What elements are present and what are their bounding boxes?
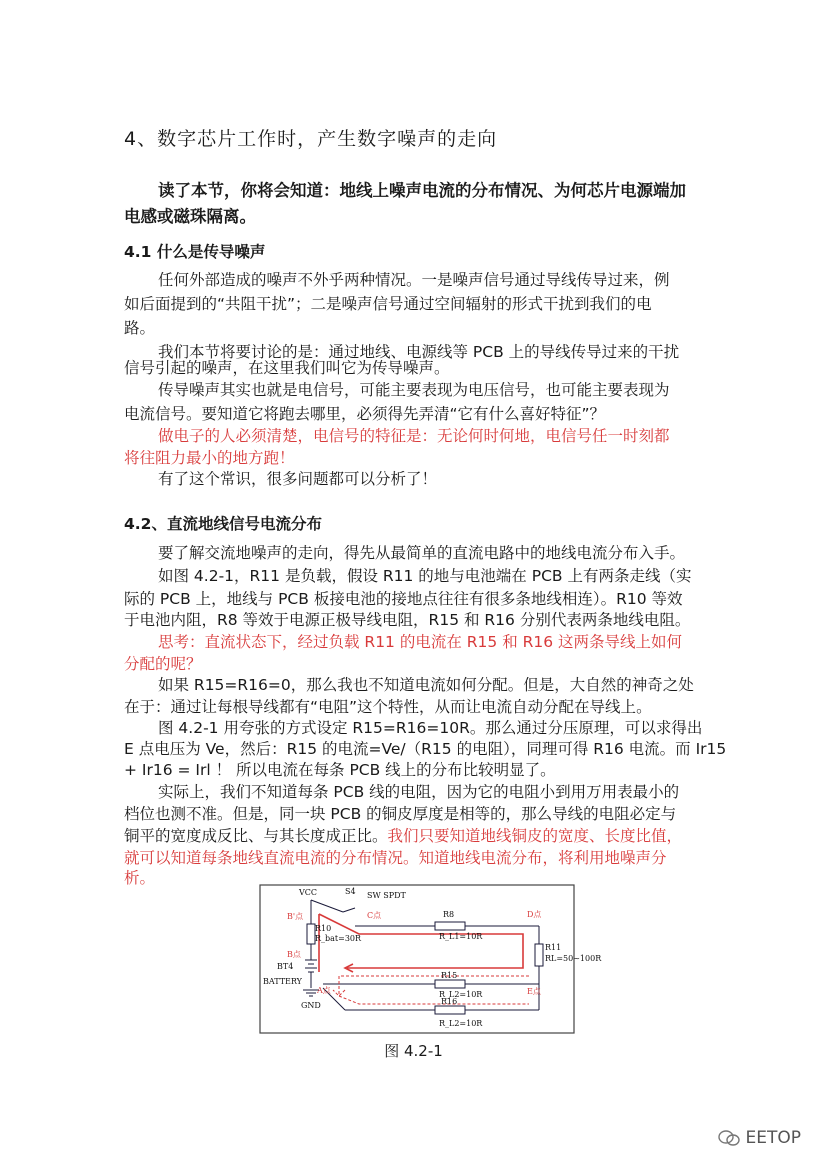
paragraph-line: E 点电压为 Ve，然后：R15 的电流=Ve/（R15 的电阻），同理可得 R16 电流。而 Ir15 [124,740,727,758]
d-point-label: D点 [527,910,542,919]
paragraph-line: 于电池内阻，R8 等效于电源正极导线电阻，R15 和 R16 分别代表两条地线电阻。 [124,611,691,629]
paragraph-line: 在于：通过让每根导线都有“电阻”这个特性，从而让电流自动分配在导线上。 [124,698,652,716]
battery-label: BATTERY [263,977,302,986]
wechat-icon [718,1129,740,1147]
paragraph-line: 如果 R15=R16=0，那么我也不知道电流如何分配。但是，大自然的神奇之处 [158,676,694,694]
r8-label: R8 [443,910,455,919]
paragraph-line: 实际上，我们不知道每条 PCB 线的电阻，因为它的电阻小到用万用表最小的 [158,783,680,801]
c-point-label: C点 [367,911,382,920]
figure-frame [260,885,574,1033]
section-heading: 4、数字芯片工作时，产生数字噪声的走向 [124,128,498,150]
r11-value: RL=50~100R [545,954,602,963]
b-point-label: B点 [287,950,301,959]
highlight-line: 做电子的人必须清楚，电信号的特征是：无论何时何地，电信号任一时刻都 [158,427,670,445]
r16-label: R16 [441,997,458,1006]
r11-label: R11 [545,943,562,952]
brand-watermark [718,1128,802,1148]
paragraph-line: 路。 [124,319,156,337]
b-prime-label: B'点 [287,912,304,921]
paragraph-line: 图 4.2-1 用夸张的方式设定 R15=R16=10R。那么通过分压原理，可以求得出 [158,719,703,737]
paragraph-line: 我们本节将要讨论的是：通过地线、电源线等 PCB 上的导线传导过来的干扰 [158,343,680,361]
paragraph-line: 传导噪声其实也就是电信号，可能主要表现为电压信号，也可能主要表现为 [158,381,670,399]
highlight-line: 将往阻力最小的地方跑！ [124,449,295,467]
paragraph-line: 如后面提到的“共阻干扰”；二是噪声信号通过空间辐射的形式干扰到我们的电 [124,295,652,313]
paragraph-line: 际的 PCB 上，地线与 PCB 板接电池的接地点往往有很多条地线相连）。R10 等效 [124,590,683,608]
highlight-line: 思考：直流状态下，经过负载 R11 的电流在 R15 和 R16 这两条导线上如何 [158,633,683,651]
e-point-label: E点 [527,987,541,996]
s4-label: S4 [345,887,356,896]
paragraph-line: 信号引起的噪声，在这里我们叫它为传导噪声。 [124,359,450,377]
paragraph-line: 要了解交流地噪声的走向，得先从最简单的直流电路中的地线电流分布入手。 [158,544,686,562]
lead-paragraph: 读了本节，你将会知道：地线上噪声电流的分布情况、为何芯片电源端加 [158,181,686,200]
highlight-line: 分配的呢？ [124,655,202,673]
paragraph-line: 如图 4.2-1，R11 是负载，假设 R11 的地与电池端在 PCB 上有两条走线（实 [158,567,692,585]
brand-name: EETOP [745,1128,801,1148]
highlight-text: 我们只要知道地线铜皮的宽度、长度比值， [387,827,683,845]
figure-caption: 图 4.2-1 [384,1042,443,1060]
paragraph-line: 任何外部造成的噪声不外乎两种情况。一是噪声信号通过导线传导过来，例 [158,271,670,289]
r10-label: R10 [315,924,332,933]
paragraph-line: 有了这个常识，很多问题都可以分析了！ [158,470,438,488]
highlight-line: 就可以知道每条地线直流电流的分布情况。知道地线电流分布，将利用地噪声分 [124,849,667,867]
gnd-label: GND [301,1001,321,1010]
highlight-line: 析。 [124,869,156,887]
r15-value: R_L2=10R [439,990,483,999]
paragraph-line: 档位也测不准。但是，同一块 PCB 的铜皮厚度是相等的，那么导线的电阻必定与 [124,805,677,823]
bt4-label: BT4 [277,962,294,971]
paragraph-line: 电流信号。要知道它将跑去哪里，必须得先弄清“它有什么喜好特征”？ [124,405,606,423]
lead-paragraph-cont: 电感或磁珠隔离。 [124,207,256,226]
circuit-diagram [259,884,602,1034]
paragraph-line: + Ir16 = Irl ！ 所以电流在每条 PCB 线上的分布比较明显了。 [124,761,556,779]
subsection-title-4-1: 4.1 什么是传导噪声 [124,243,266,261]
subsection-title-4-2: 4.2、直流地线信号电流分布 [124,515,322,533]
paragraph-line [124,824,682,849]
r15-label: R15 [441,971,458,980]
r8-value: R_L1=10R [439,932,483,941]
switch-label: SW SPDT [367,891,406,900]
vcc-label: VCC [299,888,318,897]
paragraph-text: 铜平的宽度成反比、与其长度成正比。 [124,827,388,845]
a-point-label: A点 [317,986,331,995]
r16-value: R_L2=10R [439,1019,483,1028]
r10-value: R_bat=30R [315,934,362,943]
